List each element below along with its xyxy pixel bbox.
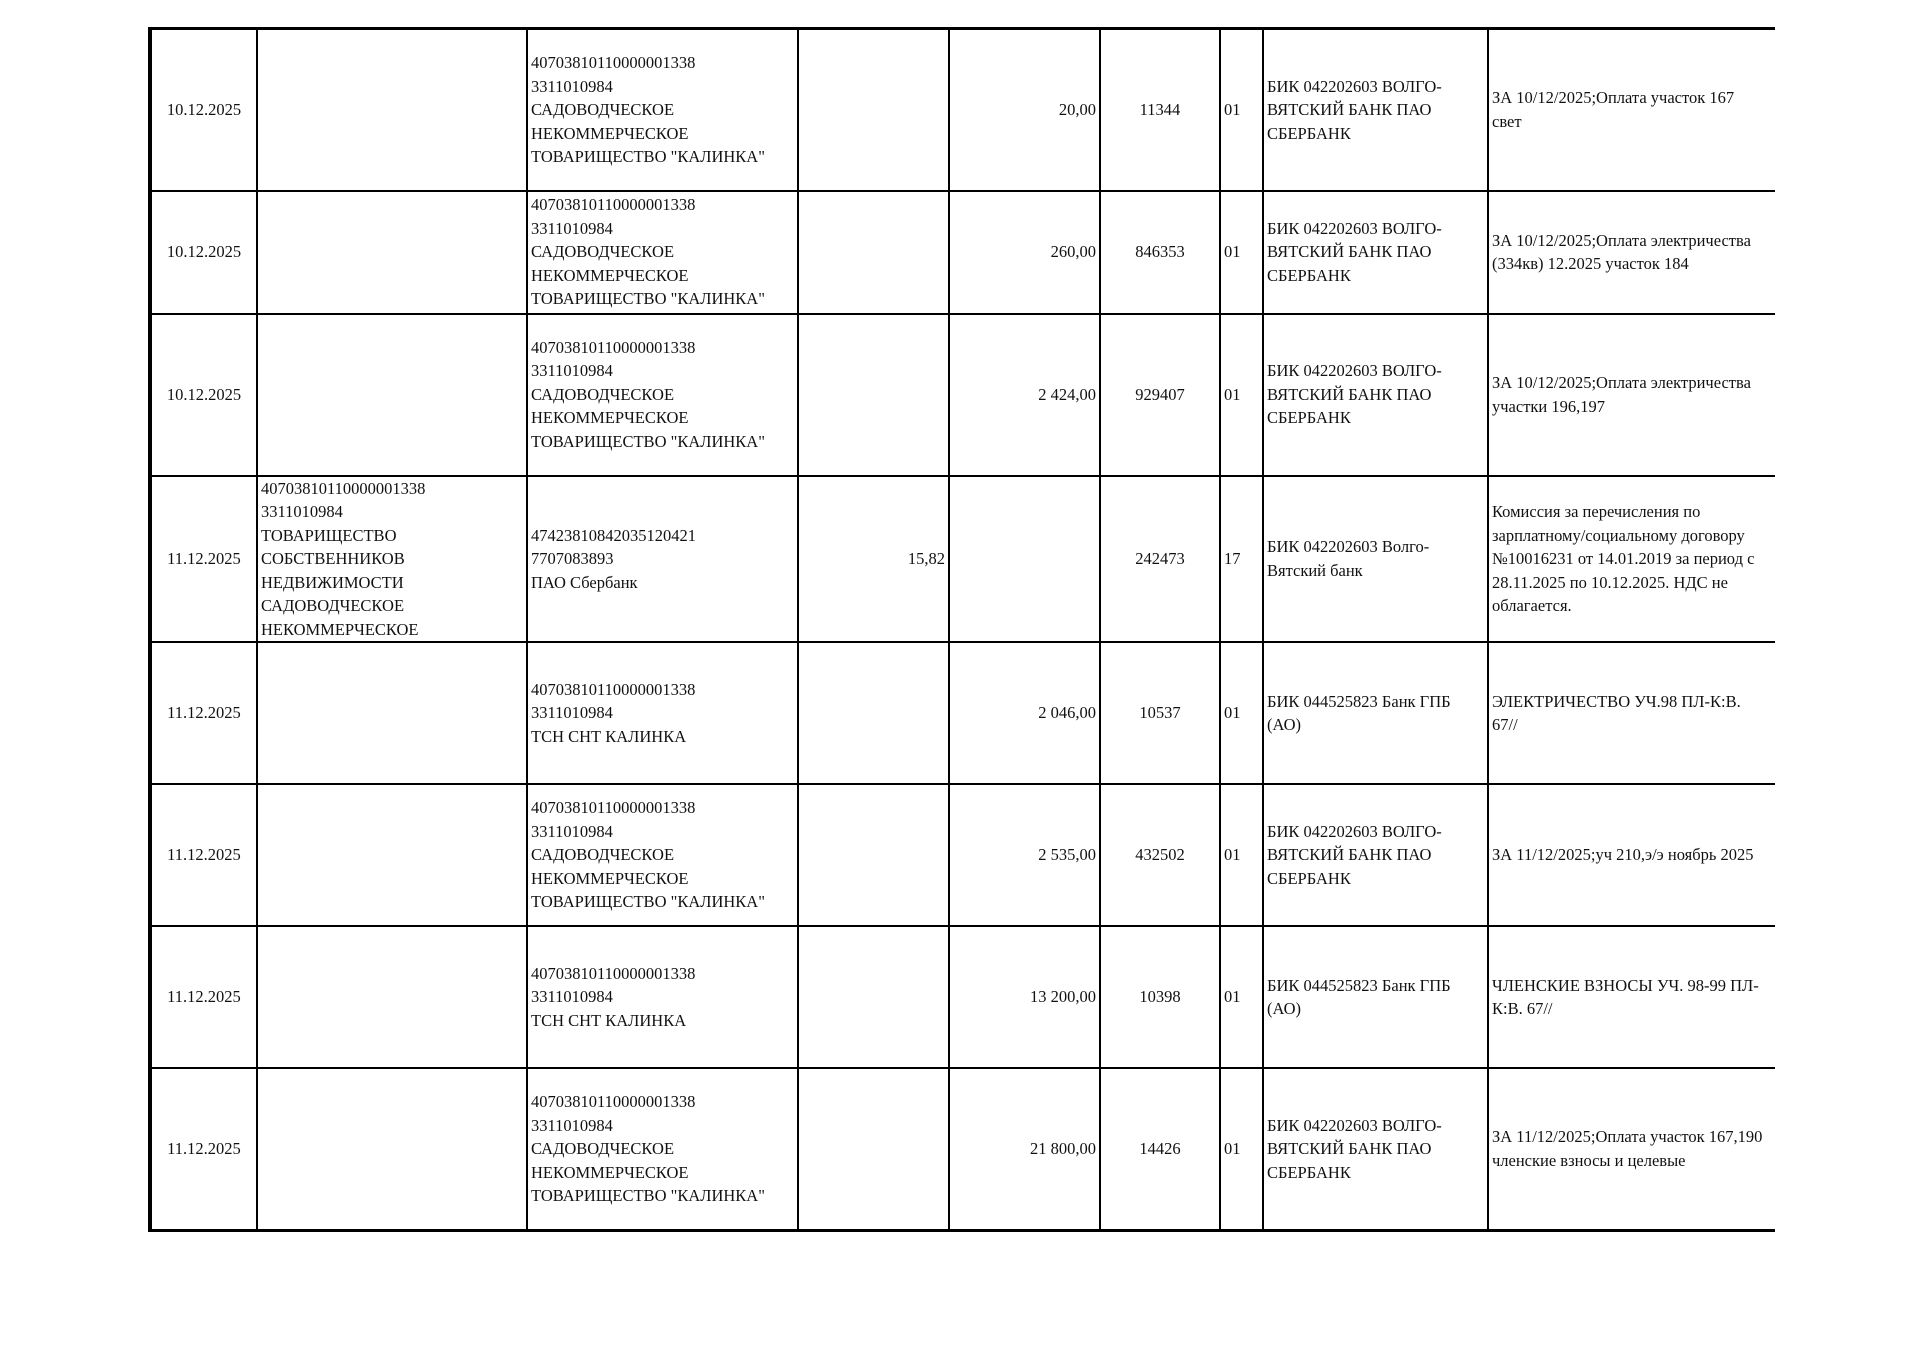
document-number-cell: 10398 xyxy=(1100,926,1220,1068)
date-cell: 11.12.2025 xyxy=(150,784,257,926)
document-number-cell: 242473 xyxy=(1100,476,1220,643)
document-number-cell: 432502 xyxy=(1100,784,1220,926)
payer-account-cell xyxy=(257,784,527,926)
payer-account-cell xyxy=(257,1068,527,1230)
payee-account-cell: 47423810842035120421 7707083893 ПАО Сбербанк xyxy=(527,476,798,643)
statement-table-viewport xyxy=(148,27,1775,1232)
operation-code-cell: 01 xyxy=(1220,784,1263,926)
statement-table xyxy=(148,27,1775,1232)
payee-account-cell: 40703810110000001338 3311010984 ТСН СНТ КАЛИНКА xyxy=(527,642,798,784)
credit-amount-cell: 21 800,00 xyxy=(949,1068,1100,1230)
operation-code-cell: 01 xyxy=(1220,926,1263,1068)
operation-code-cell: 01 xyxy=(1220,191,1263,314)
bank-cell: БИК 042202603 ВОЛГО- ВЯТСКИЙ БАНК ПАО СБЕРБАНК xyxy=(1263,191,1488,314)
debit-amount-cell xyxy=(798,191,949,314)
bank-cell: БИК 042202603 ВОЛГО- ВЯТСКИЙ БАНК ПАО СБЕРБАНК xyxy=(1263,314,1488,476)
payment-purpose-cell: ЗА 11/12/2025;Оплата участок 167,190 членские взносы и целевые xyxy=(1488,1068,1775,1230)
bank-cell: БИК 042202603 ВОЛГО- ВЯТСКИЙ БАНК ПАО СБЕРБАНК xyxy=(1263,784,1488,926)
debit-amount-cell: 15,82 xyxy=(798,476,949,643)
credit-amount-cell: 2 424,00 xyxy=(949,314,1100,476)
operation-code-cell: 01 xyxy=(1220,642,1263,784)
bank-cell: БИК 042202603 Волго- Вятский банк xyxy=(1263,476,1488,643)
credit-amount-cell: 13 200,00 xyxy=(949,926,1100,1068)
payment-purpose-cell: ЭЛЕКТРИЧЕСТВО УЧ.98 ПЛ-К:В. 67// xyxy=(1488,642,1775,784)
debit-amount-cell xyxy=(798,29,949,191)
transaction-row xyxy=(150,29,1775,191)
bank-cell: БИК 044525823 Банк ГПБ (АО) xyxy=(1263,642,1488,784)
transaction-row xyxy=(150,784,1775,926)
debit-amount-cell xyxy=(798,1068,949,1230)
date-cell: 11.12.2025 xyxy=(150,642,257,784)
payment-purpose-cell: Комиссия за перечисления по зарплатному/социальному договору №10016231 от 14.01.2019 за период с 28.11.2025 по 10.12.2025. НДС не облагается. xyxy=(1488,476,1775,643)
credit-amount-cell: 260,00 xyxy=(949,191,1100,314)
payer-account-cell: 40703810110000001338 3311010984 ТОВАРИЩЕСТВО СОБСТВЕННИКОВ НЕДВИЖИМОСТИ САДОВОДЧЕСКОЕ НЕКОММЕРЧЕСКОЕ xyxy=(257,476,527,643)
transaction-row xyxy=(150,926,1775,1068)
document-number-cell: 10537 xyxy=(1100,642,1220,784)
payer-account-cell xyxy=(257,642,527,784)
payment-purpose-cell: ЗА 11/12/2025;уч 210,э/э ноябрь 2025 xyxy=(1488,784,1775,926)
document-number-cell: 929407 xyxy=(1100,314,1220,476)
credit-amount-cell: 20,00 xyxy=(949,29,1100,191)
payment-purpose-cell: ЗА 10/12/2025;Оплата электричества участки 196,197 xyxy=(1488,314,1775,476)
operation-code-cell: 01 xyxy=(1220,1068,1263,1230)
payee-account-cell: 40703810110000001338 3311010984 САДОВОДЧЕСКОЕ НЕКОММЕРЧЕСКОЕ ТОВАРИЩЕСТВО "КАЛИНКА" xyxy=(527,1068,798,1230)
transaction-row xyxy=(150,1068,1775,1230)
bank-cell: БИК 042202603 ВОЛГО- ВЯТСКИЙ БАНК ПАО СБЕРБАНК xyxy=(1263,29,1488,191)
payer-account-cell xyxy=(257,314,527,476)
operation-code-cell: 17 xyxy=(1220,476,1263,643)
document-number-cell: 11344 xyxy=(1100,29,1220,191)
document-number-cell: 846353 xyxy=(1100,191,1220,314)
credit-amount-cell: 2 535,00 xyxy=(949,784,1100,926)
payment-purpose-cell: ЗА 10/12/2025;Оплата участок 167 свет xyxy=(1488,29,1775,191)
operation-code-cell: 01 xyxy=(1220,29,1263,191)
date-cell: 10.12.2025 xyxy=(150,191,257,314)
date-cell: 11.12.2025 xyxy=(150,476,257,643)
statement-rows xyxy=(150,29,1775,1231)
payment-purpose-cell: ЧЛЕНСКИЕ ВЗНОСЫ УЧ. 98-99 ПЛ- К:В. 67// xyxy=(1488,926,1775,1068)
credit-amount-cell: 2 046,00 xyxy=(949,642,1100,784)
payee-account-cell: 40703810110000001338 3311010984 САДОВОДЧЕСКОЕ НЕКОММЕРЧЕСКОЕ ТОВАРИЩЕСТВО "КАЛИНКА" xyxy=(527,191,798,314)
payer-account-cell xyxy=(257,191,527,314)
operation-code-cell: 01 xyxy=(1220,314,1263,476)
payee-account-cell: 40703810110000001338 3311010984 САДОВОДЧЕСКОЕ НЕКОММЕРЧЕСКОЕ ТОВАРИЩЕСТВО "КАЛИНКА" xyxy=(527,784,798,926)
transaction-row xyxy=(150,191,1775,314)
date-cell: 11.12.2025 xyxy=(150,926,257,1068)
date-cell: 10.12.2025 xyxy=(150,29,257,191)
date-cell: 10.12.2025 xyxy=(150,314,257,476)
payer-account-cell xyxy=(257,29,527,191)
debit-amount-cell xyxy=(798,642,949,784)
transaction-row xyxy=(150,642,1775,784)
transaction-row xyxy=(150,476,1775,643)
payee-account-cell: 40703810110000001338 3311010984 САДОВОДЧЕСКОЕ НЕКОММЕРЧЕСКОЕ ТОВАРИЩЕСТВО "КАЛИНКА" xyxy=(527,29,798,191)
debit-amount-cell xyxy=(798,926,949,1068)
date-cell: 11.12.2025 xyxy=(150,1068,257,1230)
transaction-row xyxy=(150,314,1775,476)
payer-account-cell xyxy=(257,926,527,1068)
debit-amount-cell xyxy=(798,784,949,926)
document-number-cell: 14426 xyxy=(1100,1068,1220,1230)
payment-purpose-cell: ЗА 10/12/2025;Оплата электричества (334кв) 12.2025 участок 184 xyxy=(1488,191,1775,314)
payee-account-cell: 40703810110000001338 3311010984 САДОВОДЧЕСКОЕ НЕКОММЕРЧЕСКОЕ ТОВАРИЩЕСТВО "КАЛИНКА" xyxy=(527,314,798,476)
credit-amount-cell xyxy=(949,476,1100,643)
payee-account-cell: 40703810110000001338 3311010984 ТСН СНТ КАЛИНКА xyxy=(527,926,798,1068)
bank-cell: БИК 042202603 ВОЛГО- ВЯТСКИЙ БАНК ПАО СБЕРБАНК xyxy=(1263,1068,1488,1230)
bank-cell: БИК 044525823 Банк ГПБ (АО) xyxy=(1263,926,1488,1068)
debit-amount-cell xyxy=(798,314,949,476)
